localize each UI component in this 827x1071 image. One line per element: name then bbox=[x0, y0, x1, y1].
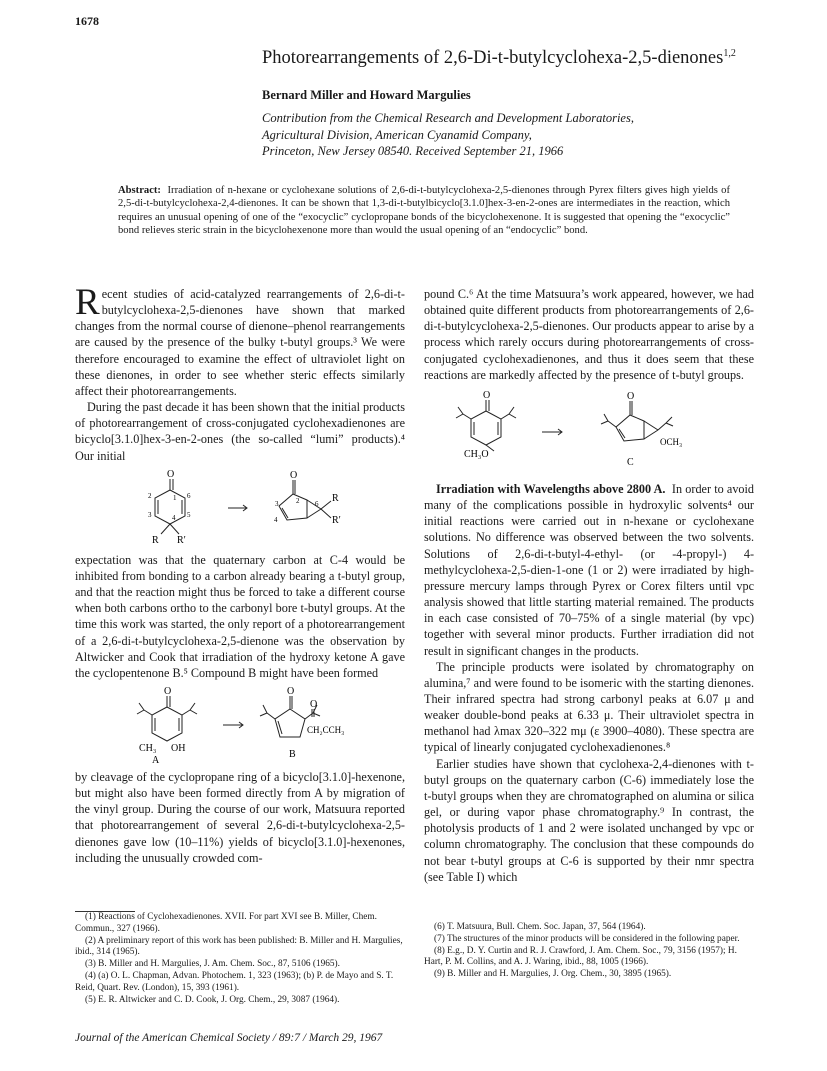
footnote-3: (3) B. Miller and H. Margulies, J. Am. Chem. Soc., 87, 5106 (1965). bbox=[85, 959, 340, 970]
abstract-text: Irradiation of n-hexane or cyclohexane solutions of 2,6-di-t-butylcyclohexa-2,5-dienones through Pyrex filters gives high yields of 2,5-di-t-butylcyclohexa-2,4-dienones. It can be shown that 1,3-di-t-butylbicyclo[3.1.0]hex-3-en-2-ones are intermediates in the reaction, which requires an unusual opening of one of the “exocyclic” cyclopropane bonds of the bicyclohexenone. It is suggested that opening the “exocyclic” bond relieves steric strain in the bicyclohexenone more than would the usual opening of an “endocyclic” bond. bbox=[118, 185, 731, 237]
title-footnote-marks: 1,2 bbox=[723, 48, 736, 59]
s2-oxygen-product: O bbox=[287, 685, 295, 697]
abstract bbox=[118, 184, 730, 238]
svg-text:6: 6 bbox=[187, 491, 191, 500]
s3-label-c: C bbox=[627, 456, 634, 468]
s3-methoxy-product: OCH₃ bbox=[660, 436, 683, 447]
s2-side-chain: CH₂CCH₃ bbox=[307, 724, 345, 735]
scheme-dienone-to-lumiproduct bbox=[75, 468, 405, 548]
left-column bbox=[75, 282, 405, 866]
right-paragraph-1: pound C.⁶ At the time Matsuura’s work appeared, however, we had obtained quite different products from photorearrangements of 2,6-di-t-butylcyclohexa-2,5-dienones. Our products appear to arise by a process which rarely occurs during photorearrangements of cross-conjugated cyclohexadienones, and thus it does seem that these reactions are markedly affected by the presence of t-butyl groups. bbox=[424, 287, 754, 382]
s1-oxygen-product: O bbox=[290, 469, 298, 481]
scheme-compound-c bbox=[424, 387, 754, 477]
svg-text:6: 6 bbox=[315, 499, 319, 508]
right-paragraph-4: Earlier studies have shown that cyclohexa-2,4-dienones with t-butyl groups on the quaternary carbon (C-6) immediately lose the t-butyl groups when they are chromatographed on alumina or silica gel, or during vapor phase chromatography.⁹ In contrast, the photolysis products of 1 and 2 were isolated unchanged by vpc or column chromatography. The conclusion that these compounds do not bear t-butyl groups at C-6 is supported by their nmr spectra (see Table I) which bbox=[424, 756, 754, 884]
affiliation-line-3: Princeton, New Jersey 08540. Received September 21, 1966 bbox=[262, 144, 564, 158]
svg-text:3: 3 bbox=[275, 499, 279, 508]
s2-label-a: A bbox=[152, 754, 160, 765]
section-heading: Irradiation with Wavelengths above 2800 A. bbox=[436, 481, 666, 496]
s3-methoxy: CH₃O bbox=[464, 448, 489, 460]
s1-r-product: R bbox=[332, 492, 339, 504]
left-paragraph-1: Recent studies of acid-catalyzed rearrangements of 2,6-di-t-butylcyclohexa-2,5-dienones have shown that marked changes from the normal course of dienone–phenol rearrangements are caused by the presence of the bulky t-butyl groups.³ We were therefore encouraged to examine the effect of ultraviolet light on these dienones, in order to see whether steric effects similarly affect their photorearrangements. bbox=[75, 282, 405, 398]
svg-text:5: 5 bbox=[187, 510, 191, 519]
footnote-1: (1) Reactions of Cyclohexadienones. XVII. For part XVI see B. Miller, Chem. Commun., 327 (1966). bbox=[75, 912, 377, 934]
s1-oxygen: O bbox=[167, 468, 175, 480]
right-paragraph-3: The principle products were isolated by chromatography on alumina,⁷ and were found to be isomeric with the starting dienones. Their infrared spectra had strong carbonyl peaks at 6.07 μ and weaker double-bond peaks at 6.33 μ. Their ultraviolet spectra in methanol had λmax 320–322 mμ (ε 3900–4080). These spectra are typical of linearly conjugated cyclohexadienones.⁸ bbox=[424, 659, 754, 755]
s1-r-prime-product: R′ bbox=[332, 514, 341, 526]
left-paragraph-4: by cleavage of the cyclopropane ring of a bicyclo[3.1.0]-hexenone, but might also have been formed directly from A by migration of the vinyl group. During the course of our work, Matsuura reported that photorearrangement of several 2,6-di-t-butylcyclohexa-2,5-dienones gave low (10–11%) yields of bicyclo[3.1.0]-hexenones, including the unusually crowded com- bbox=[75, 769, 405, 865]
footnote-9: (9) B. Miller and H. Margulies, J. Org. Chem., 30, 3895 (1965). bbox=[434, 969, 672, 980]
page-number: 1678 bbox=[75, 14, 99, 28]
svg-text:2: 2 bbox=[148, 491, 152, 500]
s2-oxygen: O bbox=[164, 685, 172, 697]
footnote-2: (2) A preliminary report of this work has been published: B. Miller and H. Margulies, ibid., 314 (1965). bbox=[75, 935, 403, 958]
drop-cap: R bbox=[75, 282, 100, 323]
svg-text:4: 4 bbox=[274, 515, 278, 524]
right-column bbox=[424, 286, 754, 885]
s2-hydroxy: OH bbox=[171, 742, 186, 754]
left-paragraph-3: expectation was that the quaternary carbon at C-4 would be inhibited from bonding to a carbon already bearing a t-butyl group, and that the reaction might thus be forced to take a different course when both carbons ortho to the carbonyl bore t-butyl groups. At the time this work was started, the only report of a photorearrangement of a 2,6-di-t-butylcyclohexa-2,5-dienone was the observation by Altwicker and Cook that irradiation of the hydroxy ketone A gave the cyclopentenone B.⁵ Compound B might have been formed bbox=[75, 552, 405, 680]
s2-methyl: CH₃ bbox=[139, 742, 157, 754]
svg-text:1: 1 bbox=[173, 493, 177, 502]
footnotes-left bbox=[75, 911, 405, 1006]
affiliation-line-2: Agricultural Division, American Cyanamid Company, bbox=[262, 127, 532, 142]
footnote-5: (5) E. R. Altwicker and C. D. Cook, J. Org. Chem., 29, 3087 (1964). bbox=[85, 994, 340, 1005]
s3-oxygen: O bbox=[483, 389, 491, 401]
footnote-7: (7) The structures of the minor products will be considered in the following paper. bbox=[434, 933, 740, 944]
affiliation bbox=[262, 110, 782, 160]
footnote-6: (6) T. Matsuura, Bull. Chem. Soc. Japan, 37, 564 (1964). bbox=[434, 922, 646, 932]
s2-label-b: B bbox=[289, 748, 296, 760]
scheme-a-to-b bbox=[75, 685, 405, 765]
journal-footer: Journal of the American Chemical Society / 89:7 / March 29, 1967 bbox=[75, 1032, 383, 1044]
authors: Bernard Miller and Howard Margulies bbox=[262, 88, 471, 102]
article-title: Photorearrangements of 2,6-Di-t-butylcyclohexa-2,5-dienones$^{1,2}$ bbox=[262, 48, 736, 69]
footnote-8: (8) E.g., D. Y. Curtin and R. J. Crawford, J. Am. Chem. Soc., 79, 3156 (1957); H. Hart, P. M. Collins, and A. J. Waring, ibid., 88, 1005 (1966). bbox=[424, 945, 737, 968]
footnotes-right bbox=[424, 922, 754, 981]
svg-text:3: 3 bbox=[148, 510, 152, 519]
footnote-4: (4) (a) O. L. Chapman, Advan. Photochem. 1, 323 (1963); (b) P. de Mayo and S. T. Reid, Quart. Rev. (London), 15, 393 (1961). bbox=[75, 970, 394, 993]
s1-r: R bbox=[152, 534, 159, 546]
s2-oxygen-side: O bbox=[310, 698, 318, 710]
right-paragraph-2: Irradiation with Wavelengths above 2800 A. In order to avoid many of the complications possible in hydroxylic solvents⁴ our initial reactions were carried out in n-hexane or cyclohexane solutions. No difference was observed between the two solvents. Solutions of 2,6-di-t-butyl-4-ethyl- (or -4-propyl-) 4-methylcyclohexa-2,5-dien-1-one (1 or 2) were irradiated by high-pressure mercury lamps through Pyrex or Corex filters until vpc analysis showed that little starting material remained. The products in each case consisted of 70–75% of a single material (by vpc) together with several minor products. Further irradiation did not result in significant changes in the products. bbox=[424, 481, 754, 658]
svg-text:2: 2 bbox=[296, 496, 300, 505]
abstract-label: Abstract: bbox=[118, 185, 161, 196]
left-paragraph-2: During the past decade it has been shown that the initial products of photorearrangement of cross-conjugated cyclohexadienones are bicyclo[3.1.0]hex-3-en-2-ones (the so-called “lumi” products).⁴ Our initial bbox=[75, 400, 405, 463]
s1-r-prime: R′ bbox=[177, 534, 186, 546]
svg-text:4: 4 bbox=[172, 513, 176, 522]
s3-oxygen-product: O bbox=[627, 390, 635, 402]
affiliation-line-1: Contribution from the Chemical Research and Development Laboratories, bbox=[262, 111, 634, 125]
